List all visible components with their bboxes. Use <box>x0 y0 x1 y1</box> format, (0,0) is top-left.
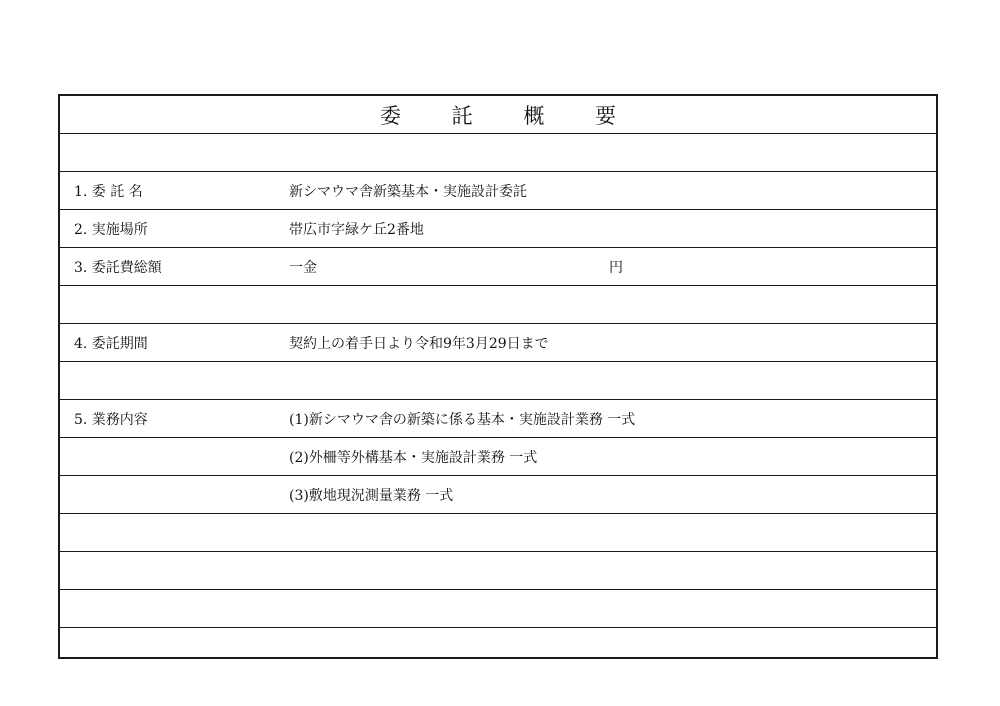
blank-row <box>60 514 936 552</box>
row-work-3 <box>60 476 936 514</box>
work-line: (3)敷地現況測量業務 一式 <box>289 487 454 504</box>
row-location <box>60 210 936 248</box>
commission-name-label: 1. 委 託 名 <box>74 183 143 200</box>
commission-name-value: 新シマウマ舎新築基本・実施設計委託 <box>289 183 527 200</box>
row-period <box>60 324 936 362</box>
blank-row <box>60 552 936 590</box>
blank-row <box>60 362 936 400</box>
row-commission-name <box>60 172 936 210</box>
work-label: 5. 業務内容 <box>74 411 148 428</box>
blank-row <box>60 628 936 657</box>
period-value: 契約上の着手日より令和9年3月29日まで <box>289 335 549 352</box>
blank-row <box>60 590 936 628</box>
period-label: 4. 委託期間 <box>74 335 148 352</box>
work-line: (1)新シマウマ舎の新築に係る基本・実施設計業務 一式 <box>289 411 636 428</box>
row-amount <box>60 248 936 286</box>
work-line: (2)外柵等外構基本・実施設計業務 一式 <box>289 449 538 466</box>
title-row <box>60 96 936 134</box>
row-work-1 <box>60 400 936 438</box>
amount-unit: 円 <box>609 259 623 276</box>
location-value: 帯広市字緑ケ丘2番地 <box>289 221 424 238</box>
blank-row <box>60 134 936 172</box>
row-work-2 <box>60 438 936 476</box>
outline-table <box>58 94 938 659</box>
blank-row <box>60 286 936 324</box>
amount-prefix: 一金 <box>289 259 317 276</box>
document-title: 委 託 概 要 <box>379 103 639 128</box>
location-label: 2. 実施場所 <box>74 221 148 238</box>
amount-label: 3. 委託費総額 <box>74 259 162 276</box>
